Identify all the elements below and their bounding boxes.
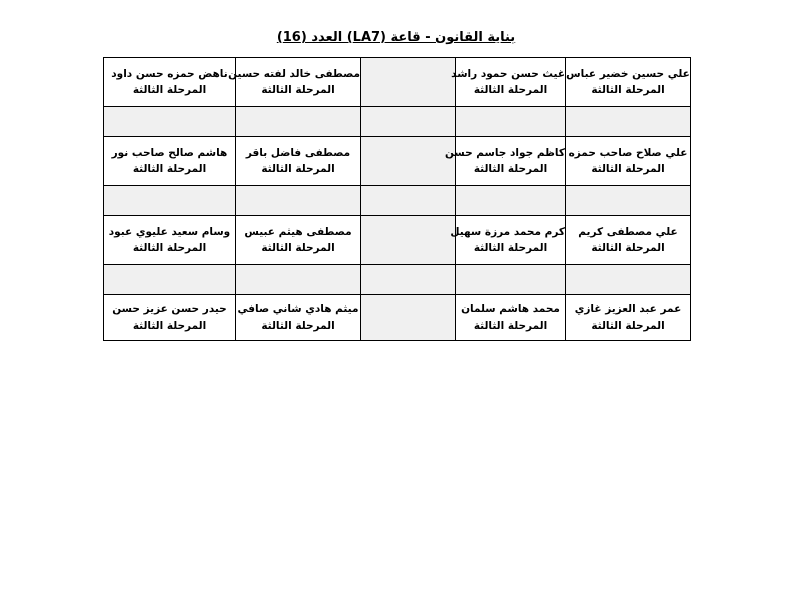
spacer-cell: [361, 186, 456, 216]
table-row: [104, 216, 691, 265]
table-row: [104, 58, 691, 107]
table-row: [104, 137, 691, 186]
stage-label: المرحلة الثالثة: [132, 163, 207, 175]
student-name: عمر عبد العزيز غازي: [574, 303, 682, 316]
spacer-cell: [236, 186, 361, 216]
student-name: محمد هاشم سلمان: [461, 303, 560, 316]
stage-label: المرحلة الثالثة: [473, 319, 548, 332]
stage-label: المرحلة الثالثة: [132, 242, 207, 254]
student-cell: [228, 58, 361, 107]
stage-label: المرحلة الثالثة: [473, 242, 548, 254]
student-name: علي صلاح صاحب حمزه: [568, 146, 688, 159]
stage-label: المرحلة الثالثة: [591, 319, 665, 332]
student-name: حيدر حسن عزيز حسن: [112, 303, 227, 316]
spacer-cell: [456, 265, 566, 295]
student-cell: [104, 216, 236, 265]
spacer-cell: [566, 107, 691, 137]
spacer-row: [104, 107, 691, 137]
student-name: علي حسين خضير عباس: [566, 67, 690, 80]
spacer-cell: [361, 295, 456, 341]
student-cell: [451, 58, 566, 107]
student-cell: [566, 216, 691, 265]
student-cell: [236, 216, 361, 265]
student-name: مصطفى هيثم عبيس: [244, 225, 352, 238]
student-name: هاشم صالح صاحب نور: [111, 146, 228, 159]
student-name: كاظم جواد جاسم حسن: [444, 146, 565, 159]
spacer-cell: [361, 216, 456, 265]
student-name: ميثم هادي شاني صافي: [237, 303, 359, 316]
student-name: مصطفى فاضل باقر: [245, 146, 351, 159]
spacer-cell: [104, 107, 236, 137]
student-cell: [104, 137, 236, 186]
student-cell: [104, 295, 236, 341]
stage-label: المرحلة الثالثة: [473, 163, 548, 175]
spacer-cell: [104, 265, 236, 295]
stage-label: المرحلة الثالثة: [591, 242, 665, 254]
spacer-cell: [236, 107, 361, 137]
stage-label: المرحلة الثالثة: [261, 84, 335, 96]
stage-label: المرحلة الثالثة: [132, 319, 207, 332]
stage-label: المرحلة الثالثة: [591, 84, 665, 96]
page-title: بناية القانون - قاعة (LA7) العدد (16): [276, 30, 516, 45]
spacer-cell: [104, 186, 236, 216]
student-name: كرم محمد مرزة سهيل: [450, 225, 565, 238]
stage-label: المرحلة الثالثة: [261, 163, 335, 175]
student-cell: [236, 137, 361, 186]
spacer-cell: [361, 58, 456, 107]
student-name: مصطفى خالد لفته حسين: [228, 67, 360, 80]
student-cell: [566, 58, 691, 107]
student-cell: [236, 295, 361, 341]
student-name: ناهض حمزه حسن داود: [111, 67, 228, 80]
spacer-row: [104, 186, 691, 216]
spacer-cell: [236, 265, 361, 295]
spacer-cell: [456, 186, 566, 216]
student-cell: [450, 216, 566, 265]
spacer-cell: [566, 186, 691, 216]
stage-label: المرحلة الثالثة: [261, 242, 335, 254]
seating-table: [103, 57, 691, 341]
stage-label: المرحلة الثالثة: [591, 163, 665, 175]
student-name: وسام سعيد عليوي عبود: [108, 225, 231, 238]
stage-label: المرحلة الثالثة: [473, 84, 548, 96]
student-name: غيث حسن حمود راشد: [451, 67, 565, 80]
stage-label: المرحلة الثالثة: [261, 319, 335, 332]
student-cell: [456, 295, 566, 341]
student-cell: [444, 137, 566, 186]
spacer-cell: [361, 137, 456, 186]
spacer-cell: [456, 107, 566, 137]
spacer-cell: [361, 265, 456, 295]
spacer-cell: [566, 265, 691, 295]
stage-label: المرحلة الثالثة: [132, 84, 207, 96]
table-row: [104, 295, 691, 341]
student-cell: [104, 58, 236, 107]
student-name: علي مصطفى كريم: [578, 225, 678, 238]
student-cell: [566, 137, 691, 186]
spacer-row: [104, 265, 691, 295]
student-cell: [566, 295, 691, 341]
spacer-cell: [361, 107, 456, 137]
